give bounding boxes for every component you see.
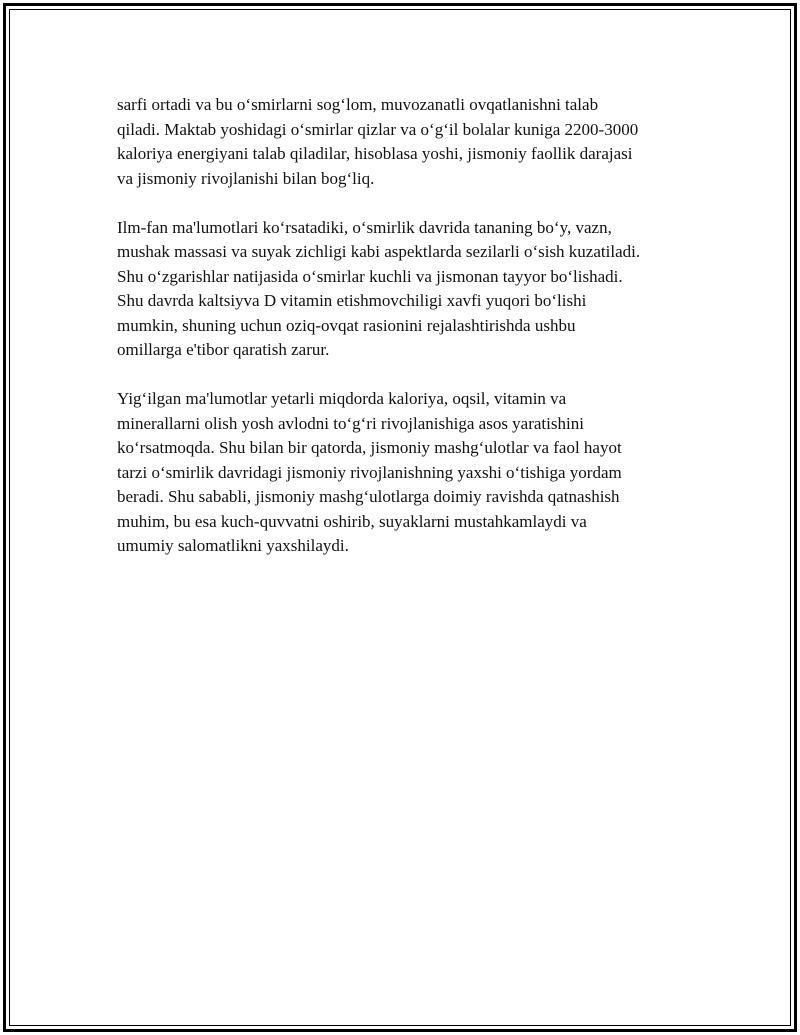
text-line: Yig‘ilgan ma'lumotlar yetarli miqdorda kaloriya, oqsil, vitamin va <box>117 389 567 408</box>
text-line: qiladi. Maktab yoshidagi o‘smirlar qizlar va o‘g‘il bolalar kuniga 2200-3000 <box>117 119 639 139</box>
text-line: Shu davrda kaltsiyva D vitamin etishmovchiligi xavfi yuqori bo‘lishi <box>117 291 587 310</box>
text-line: ko‘rsatmoqda. Shu bilan bir qatorda, jismoniy mashg‘ulotlar va faol hayot <box>117 438 622 457</box>
text-line: sarfi ortadi va bu o‘smirlarni sog‘lom, muvozanatli ovqatlanishni talab <box>117 95 599 114</box>
text-line: va jismoniy rivojlanishi bilan bog‘liq. <box>117 168 375 188</box>
text-line: mumkin, shuning uchun oziq-ovqat rasionini rejalashtirishda ushbu <box>117 315 576 335</box>
paragraph-3 <box>117 387 677 559</box>
text-line: kaloriya energiyani talab qiladilar, hisoblasa yoshi, jismoniy faollik darajasi <box>117 144 633 163</box>
text-line: Ilm-fan ma'lumotlari ko‘rsatadiki, o‘smirlik davrida tananing bo‘y, vazn, <box>117 217 612 237</box>
document-body <box>117 93 677 583</box>
text-line: beradi. Shu sababli, jismoniy mashg‘ulotlarga doimiy ravishda qatnashish <box>117 487 620 506</box>
text-line: tarzi o‘smirlik davridagi jismoniy rivojlanishning yaxshi o‘tishiga yordam <box>117 462 622 482</box>
text-line: minerallarni olish yosh avlodni to‘g‘ri rivojlanishiga asos yaratishini <box>117 413 584 433</box>
text-line: Shu o‘zgarishlar natijasida o‘smirlar kuchli va jismonan tayyor bo‘lishadi. <box>117 266 623 286</box>
paragraph-1 <box>117 93 677 191</box>
text-line: mushak massasi va suyak zichligi kabi aspektlarda sezilarli o‘sish kuzatiladi. <box>117 242 641 261</box>
text-line: umumiy salomatlikni yaxshilaydi. <box>117 536 349 555</box>
text-line: omillarga e'tibor qaratish zarur. <box>117 340 330 359</box>
text-line: muhim, bu esa kuch-quvvatni oshirib, suyaklarni mustahkamlaydi va <box>117 511 587 531</box>
paragraph-2 <box>117 216 677 363</box>
